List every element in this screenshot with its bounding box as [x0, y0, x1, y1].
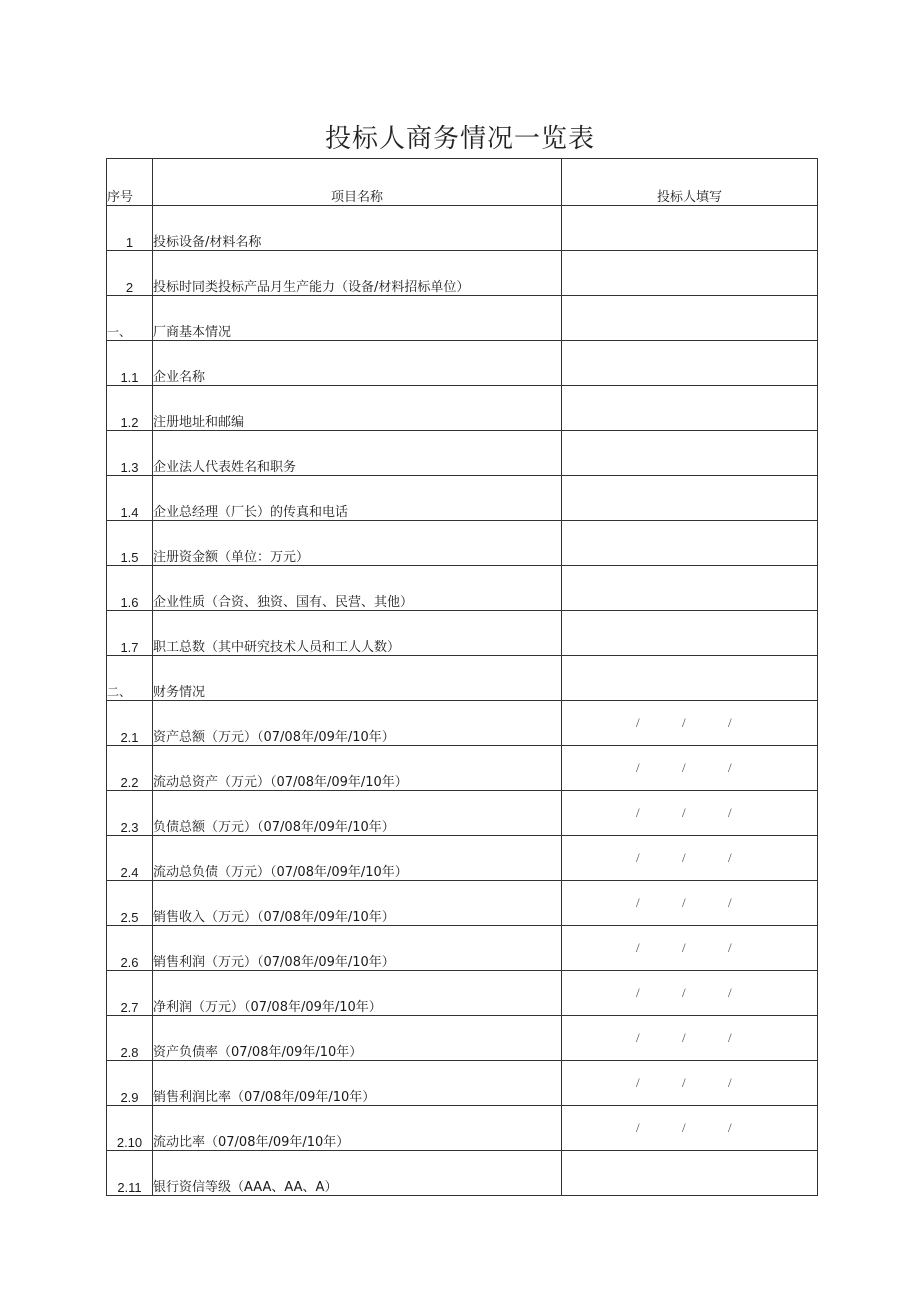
year-separators: / / /	[636, 805, 732, 820]
row-fill-cell[interactable]	[562, 746, 818, 791]
row-fill-cell[interactable]	[562, 1061, 818, 1106]
row-number: 2.5	[107, 881, 153, 926]
year-separators: / / /	[636, 1120, 732, 1135]
row-fill-cell[interactable]	[562, 611, 818, 656]
header-item: 项目名称	[153, 159, 562, 206]
row-fill-cell[interactable]	[562, 926, 818, 971]
year-separators: / / /	[636, 760, 732, 775]
row-number: 二、	[107, 656, 153, 701]
row-item-name: 资产负债率（07/08年/09年/10年）	[153, 1016, 562, 1061]
row-item-name: 销售利润（万元）（07/08年/09年/10年）	[153, 926, 562, 971]
row-number: 2.8	[107, 1016, 153, 1061]
year-separators: / / /	[636, 1075, 732, 1090]
table-row	[107, 746, 818, 791]
row-item-name: 销售利润比率（07/08年/09年/10年）	[153, 1061, 562, 1106]
row-fill-cell[interactable]	[562, 251, 818, 296]
row-number: 1.7	[107, 611, 153, 656]
row-number: 1.3	[107, 431, 153, 476]
row-number: 1.1	[107, 341, 153, 386]
row-item-name: 职工总数（其中研究技术人员和工人人数）	[153, 611, 562, 656]
header-no: 序号	[107, 159, 153, 206]
row-number: 1	[107, 206, 153, 251]
row-number: 2	[107, 251, 153, 296]
year-separators: / / /	[636, 895, 732, 910]
row-item-name: 投标设备/材料名称	[153, 206, 562, 251]
table-row	[107, 611, 818, 656]
year-separators: / / /	[636, 715, 732, 730]
row-number: 2.7	[107, 971, 153, 1016]
row-number: 2.10	[107, 1106, 153, 1151]
row-number: 2.2	[107, 746, 153, 791]
row-number: 2.9	[107, 1061, 153, 1106]
table-row	[107, 386, 818, 431]
row-item-name: 销售收入（万元）（07/08年/09年/10年）	[153, 881, 562, 926]
row-fill-cell[interactable]	[562, 386, 818, 431]
row-fill-cell[interactable]	[562, 566, 818, 611]
row-item-name: 企业总经理（厂长）的传真和电话	[153, 476, 562, 521]
row-number: 1.2	[107, 386, 153, 431]
table-row	[107, 926, 818, 971]
row-item-name: 注册资金额（单位：万元）	[153, 521, 562, 566]
row-fill-cell[interactable]	[562, 656, 818, 701]
year-separators: / / /	[636, 940, 732, 955]
table-row	[107, 881, 818, 926]
row-fill-cell[interactable]	[562, 1016, 818, 1061]
row-fill-cell[interactable]	[562, 1106, 818, 1151]
row-item-name: 财务情况	[153, 656, 562, 701]
row-fill-cell[interactable]	[562, 476, 818, 521]
table-row	[107, 971, 818, 1016]
row-fill-cell[interactable]	[562, 206, 818, 251]
row-number: 2.6	[107, 926, 153, 971]
row-item-name: 企业性质（合资、独资、国有、民营、其他）	[153, 566, 562, 611]
table-row	[107, 1061, 818, 1106]
row-item-name: 负债总额（万元）（07/08年/09年/10年）	[153, 791, 562, 836]
row-item-name: 资产总额（万元）（07/08年/09年/10年）	[153, 701, 562, 746]
table-row	[107, 1016, 818, 1061]
row-fill-cell[interactable]	[562, 341, 818, 386]
table-row	[107, 521, 818, 566]
year-separators: / / /	[636, 985, 732, 1000]
table-row	[107, 476, 818, 521]
table-row	[107, 251, 818, 296]
row-item-name: 注册地址和邮编	[153, 386, 562, 431]
row-number: 一、	[107, 296, 153, 341]
row-item-name: 银行资信等级（AAA、AA、A）	[153, 1151, 562, 1196]
header-fill: 投标人填写	[562, 159, 818, 206]
table-row	[107, 341, 818, 386]
table-row	[107, 566, 818, 611]
row-item-name: 流动比率（07/08年/09年/10年）	[153, 1106, 562, 1151]
row-number: 2.4	[107, 836, 153, 881]
row-number: 1.6	[107, 566, 153, 611]
row-item-name: 企业法人代表姓名和职务	[153, 431, 562, 476]
row-item-name: 净利润（万元）（07/08年/09年/10年）	[153, 971, 562, 1016]
row-number: 1.5	[107, 521, 153, 566]
business-info-table	[106, 158, 818, 1196]
year-separators: / / /	[636, 1030, 732, 1045]
row-item-name: 流动总负债（万元）（07/08年/09年/10年）	[153, 836, 562, 881]
table-row	[107, 296, 818, 341]
table-row	[107, 701, 818, 746]
table-row	[107, 431, 818, 476]
table-row	[107, 1106, 818, 1151]
row-fill-cell[interactable]	[562, 1151, 818, 1196]
row-fill-cell[interactable]	[562, 296, 818, 341]
row-item-name: 企业名称	[153, 341, 562, 386]
table-row	[107, 836, 818, 881]
row-item-name: 厂商基本情况	[153, 296, 562, 341]
row-fill-cell[interactable]	[562, 521, 818, 566]
table-header-row	[107, 159, 818, 206]
table-row	[107, 206, 818, 251]
row-fill-cell[interactable]	[562, 971, 818, 1016]
row-fill-cell[interactable]	[562, 701, 818, 746]
row-number: 2.3	[107, 791, 153, 836]
row-fill-cell[interactable]	[562, 836, 818, 881]
table-row	[107, 656, 818, 701]
year-separators: / / /	[636, 850, 732, 865]
row-number: 1.4	[107, 476, 153, 521]
row-item-name: 投标时同类投标产品月生产能力（设备/材料招标单位）	[153, 251, 562, 296]
row-fill-cell[interactable]	[562, 881, 818, 926]
row-fill-cell[interactable]	[562, 791, 818, 836]
row-fill-cell[interactable]	[562, 431, 818, 476]
table-row	[107, 1151, 818, 1196]
table-row	[107, 791, 818, 836]
row-number: 2.1	[107, 701, 153, 746]
row-number: 2.11	[107, 1151, 153, 1196]
page-title: 投标人商务情况一览表	[324, 124, 595, 154]
row-item-name: 流动总资产（万元）（07/08年/09年/10年）	[153, 746, 562, 791]
